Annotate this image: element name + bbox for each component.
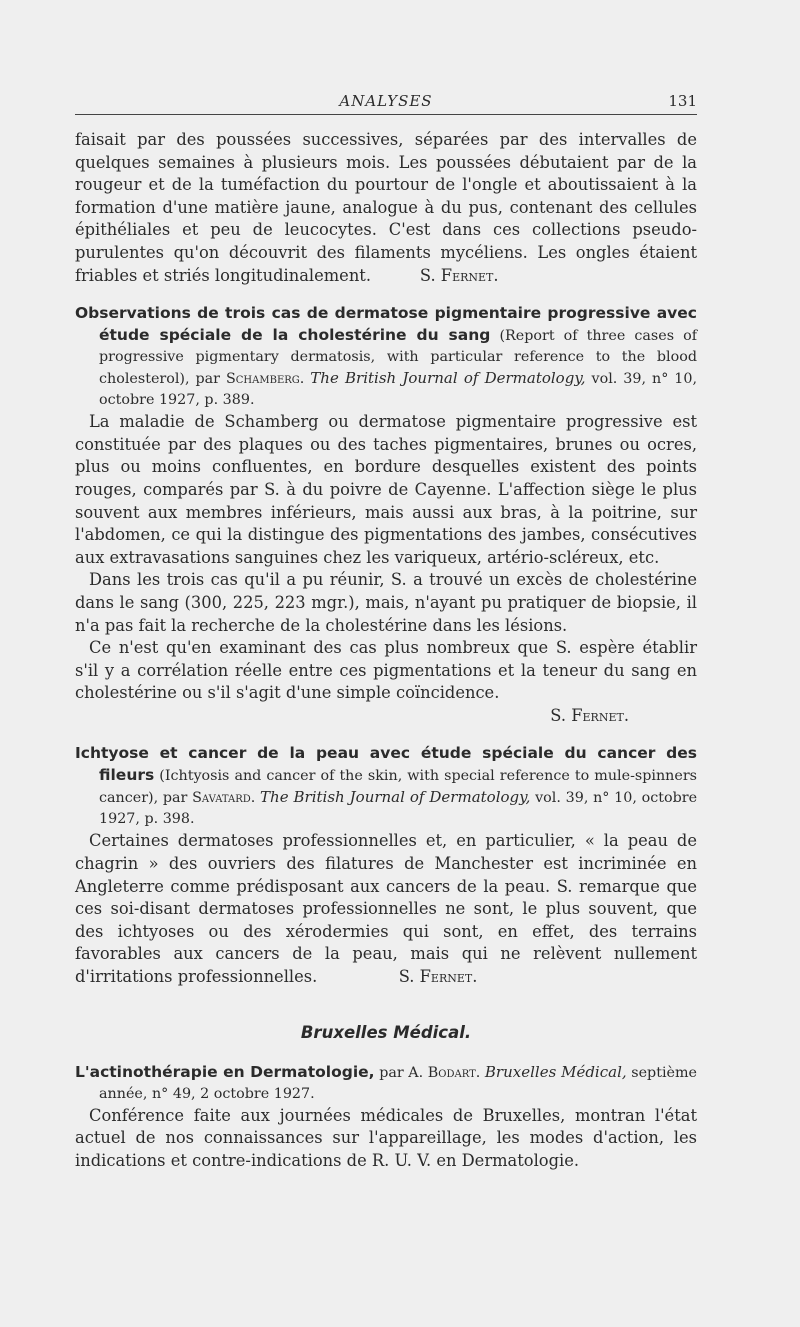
entry-bodart — [75, 1062, 697, 1173]
author: Schamberg. — [225, 371, 305, 388]
signature: S. Fernet. — [419, 265, 499, 285]
signature: S. Fernet. — [398, 967, 478, 987]
signature-spacer — [317, 967, 398, 986]
author: Bodart. — [427, 1064, 481, 1081]
entry-heading — [75, 743, 697, 830]
entry-title: L'actinothérapie en Dermatologie, — [75, 1062, 375, 1081]
paragraph — [75, 830, 697, 988]
citation: vol. 39, n° 10, octobre 1927, p. 389. — [99, 371, 698, 409]
english-title: (Ichtyosis and cancer of the skin, with special reference to mule-spinners cancer), par — [99, 768, 698, 807]
signature: S. Fernet. — [550, 705, 629, 725]
english-title: (Report of three cases of progressive pigmentary dermatosis, with particular reference to the blood cholesterol), par — [99, 328, 698, 388]
citation: vol. 39, n° 10, octobre 1927, p. 398. — [99, 790, 698, 828]
paragraph-text: Certaines dermatoses professionnelles et, en particulier, « la peau de chagrin » des ouvriers des filatures de Manchester est incriminée en Angleterre comme prédisposant aux cancers de la peau. S. remarque que ces soi-disant dermatoses professionnelles ne sont, le plus souvent, que des ichtyoses ou des xérodermies qui sont, en effet, des terrains favorables aux cancers de la peau, mais qui ne relèvent nullement d'irritations professionnelles. — [75, 831, 697, 987]
journal: The British Journal of Dermatology, — [310, 369, 586, 388]
author: Savatard. — [192, 790, 256, 807]
journal: Bruxelles Médical, — [484, 1062, 627, 1081]
paragraph: Dans les trois cas qu'il a pu réunir, S. a trouvé un excès de cholestérine dans le sang (300, 225, 223 mgr.), mais, n'ayant pu pratiquer de biopsie, il n'a pas fait la recherche de la cholestérine dans les lésions. — [75, 570, 697, 635]
signature-spacer — [371, 266, 420, 285]
page — [75, 88, 697, 1172]
entry-title: Observations de trois cas de dermatose pigmentaire progressive avec étude spéciale de la cholestérine du sang — [75, 304, 697, 345]
entry-savatard — [75, 743, 697, 988]
entry-schamberg — [75, 303, 697, 727]
signature-line — [75, 705, 697, 728]
citation: septième année, n° 49, 2 octobre 1927. — [99, 1064, 697, 1102]
entry-by: par A. — [379, 1064, 424, 1081]
paragraph: Ce n'est qu'en examinant des cas plus nombreux que S. espère établir s'il y a corrélation réelle entre ces pigmentations et la teneur du sang en cholestérine ou s'il s'agit d'une simple coïncidence. — [75, 638, 697, 703]
page-header — [75, 88, 697, 115]
running-title: ANALYSES — [339, 92, 433, 110]
paragraph: La maladie de Schamberg ou dermatose pigmentaire progressive est constituée par des plaques ou des taches pigmentaires, brunes ou ocres, plus ou moins confluentes, en bordure desquelles existent des points rouges, comparés par S. à du poivre de Cayenne. L'affection siège le plus souvent aux membres inférieurs, mais aussi aux bras, à la poitrine, sur l'abdomen, ce qui la distingue des pigmentations des jambes, consécutives aux extravasations sanguines chez les variqueux, artério-scléreux, etc. — [75, 412, 697, 567]
entry-heading — [75, 1062, 697, 1105]
entry-title: Ichtyose et cancer de la peau avec étude spéciale du cancer des fileurs — [75, 744, 697, 785]
journal: The British Journal of Dermatology, — [260, 788, 531, 807]
continuation-paragraph — [75, 129, 697, 287]
page-number: 131 — [668, 92, 697, 110]
paragraph: Conférence faite aux journées médicales de Bruxelles, montran l'état actuel de nos connaissances sur l'appareillage, les modes d'action, les indications et contre-indications de R. U. V. en Dermatologie. — [75, 1105, 697, 1170]
continuation-text: faisait par des poussées successives, séparées par des intervalles de quelques semaines à plusieurs mois. Les poussées débutaient par de la rougeur et de la tuméfaction du pourtour de l'ongle et aboutissaient à la formation d'une matière jaune, analogue à du pus, contenant des cellules épithéliales et peu de leucocytes. C'est dans ces collections pseudo-purulentes qu'on découvrit des filaments mycéliens. Les ongles étaient friables et striés longitudinalement. — [75, 130, 697, 285]
entry-heading — [75, 303, 697, 411]
section-title: Bruxelles Médical. — [300, 1022, 472, 1042]
